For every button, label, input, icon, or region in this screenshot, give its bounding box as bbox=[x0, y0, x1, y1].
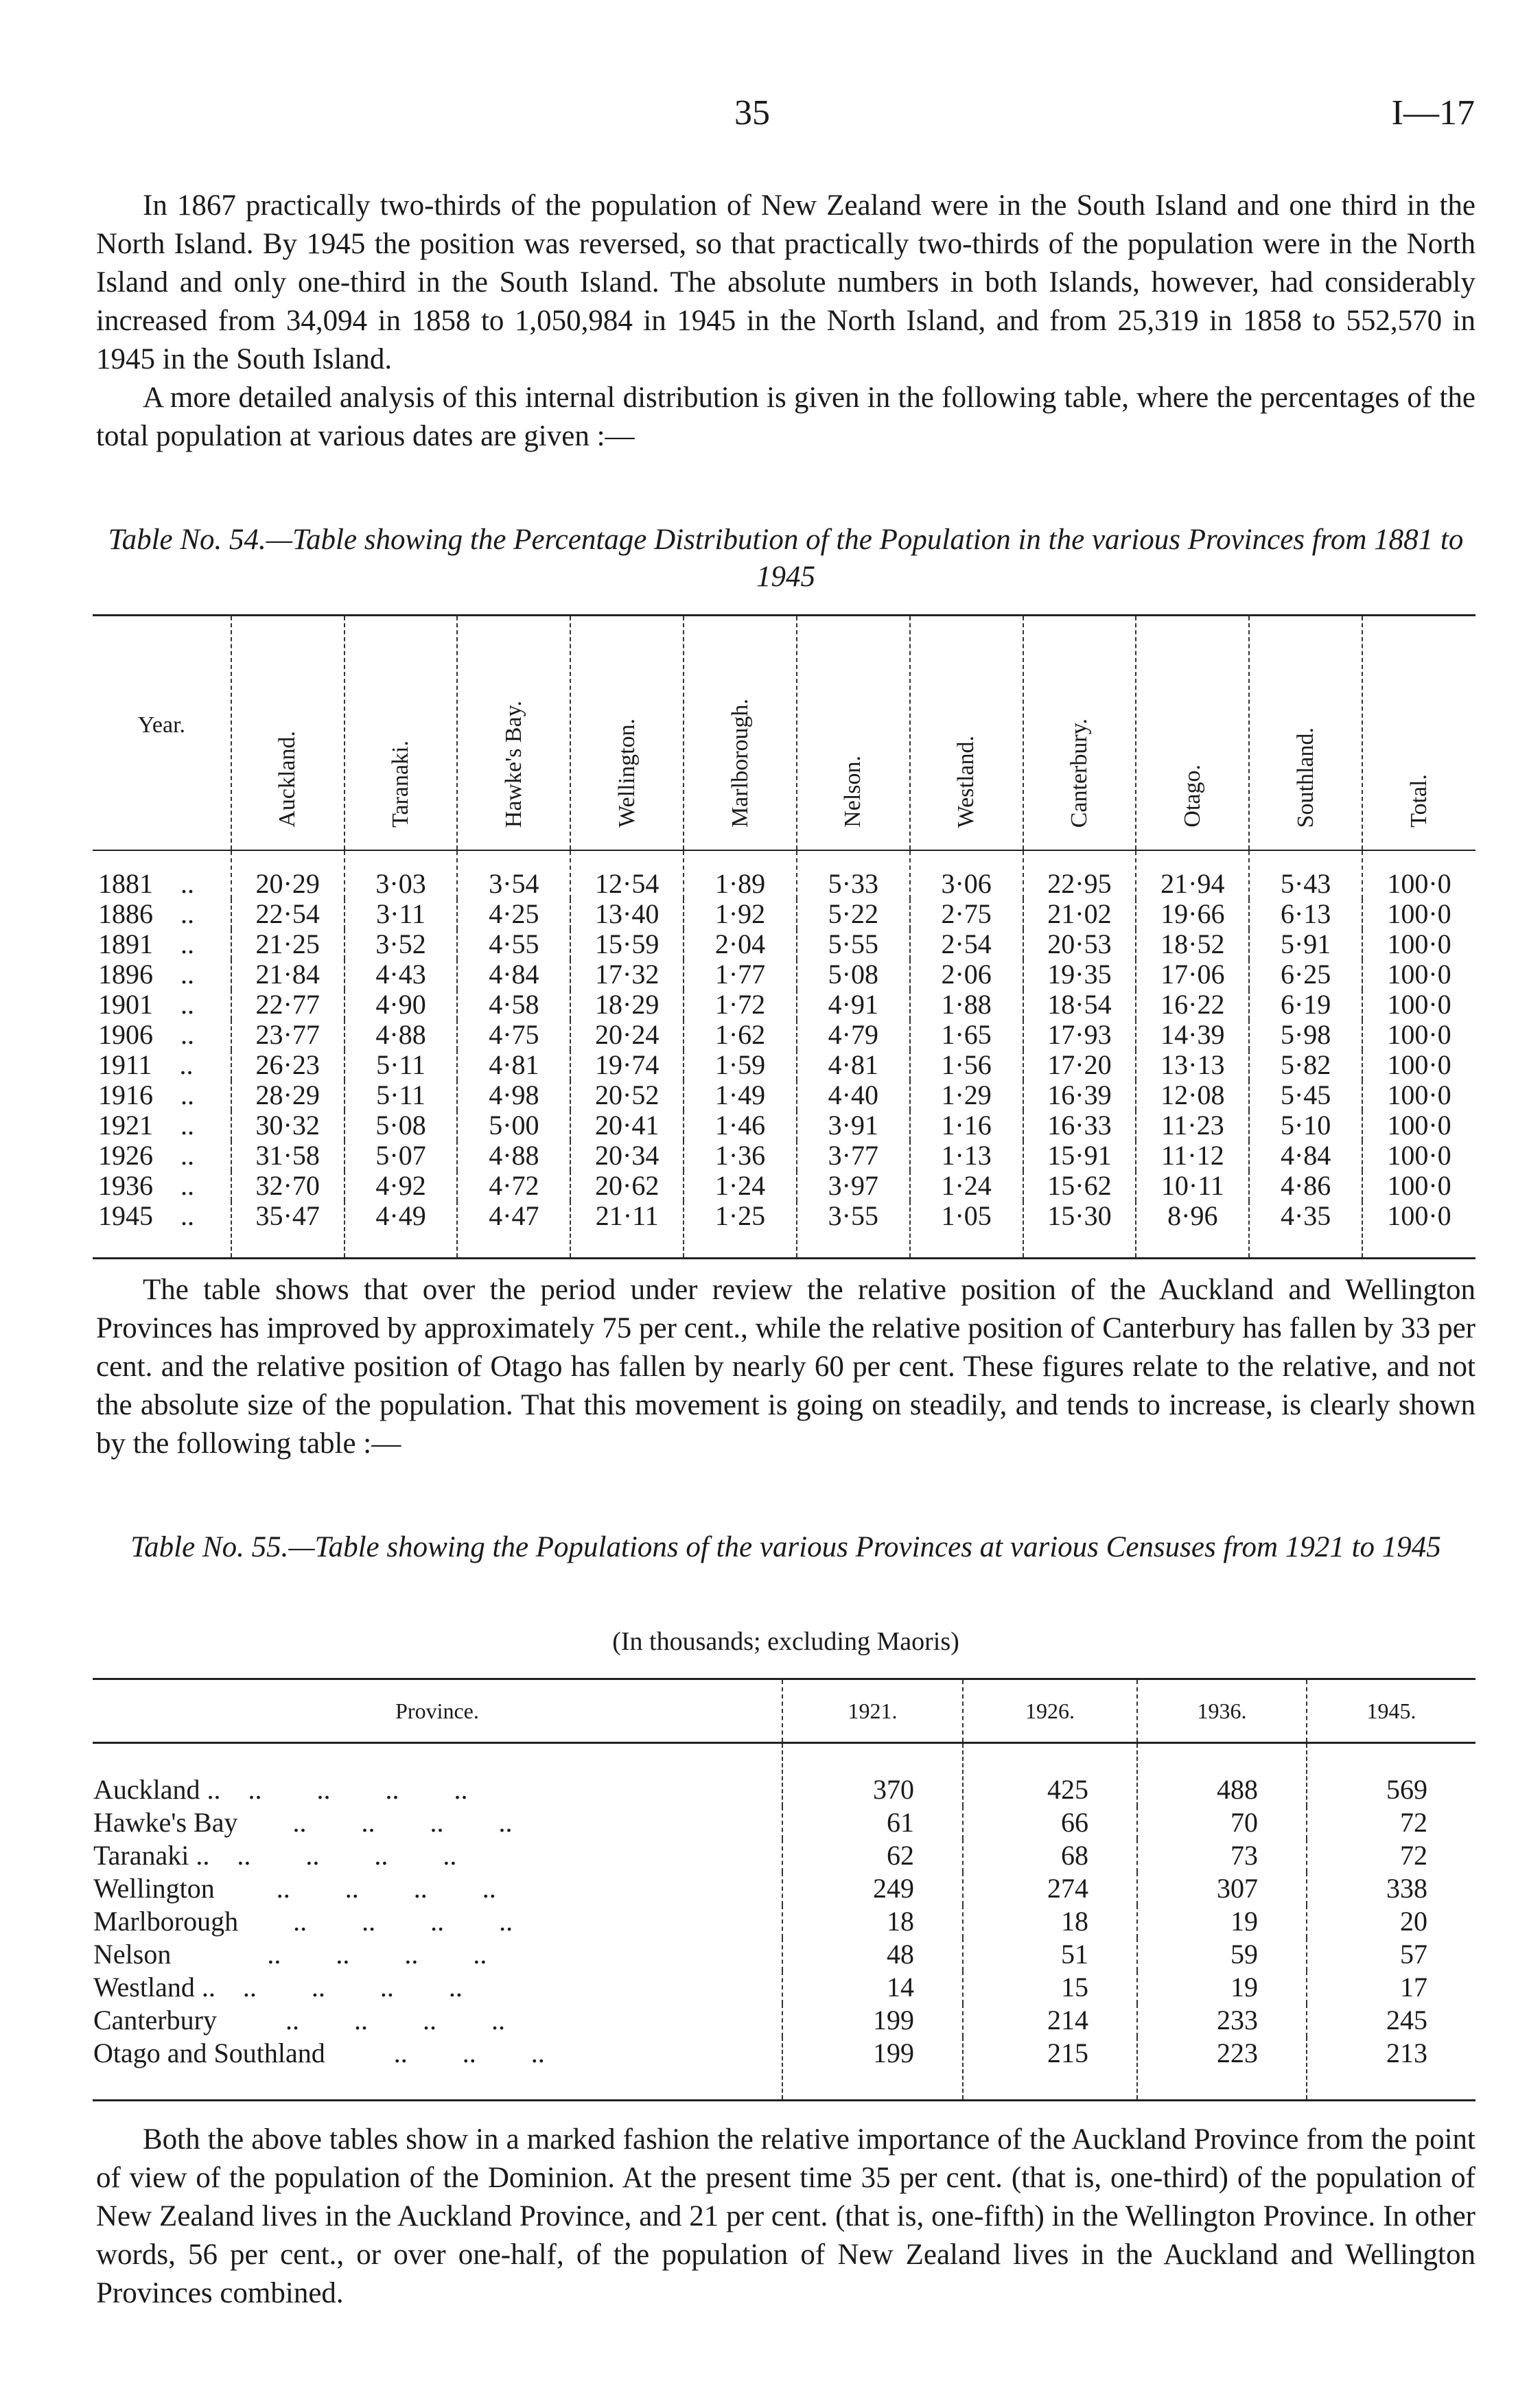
percentage-cell: 4·84 bbox=[1249, 1141, 1362, 1171]
percentage-cell: 2·54 bbox=[910, 929, 1023, 959]
percentage-cell: 20·29 bbox=[231, 850, 345, 899]
percentage-cell: 4·81 bbox=[457, 1050, 570, 1080]
percentage-cell: 17·20 bbox=[1023, 1050, 1136, 1080]
population-cell: 72 bbox=[1307, 1806, 1475, 1839]
column-header bbox=[345, 616, 458, 851]
percentage-cell: 6·25 bbox=[1249, 959, 1362, 990]
population-cell: 72 bbox=[1307, 1839, 1475, 1872]
percentage-cell: 100·0 bbox=[1362, 1020, 1475, 1050]
leader-dots: .. bbox=[180, 1019, 194, 1050]
column-header: 1936. bbox=[1137, 1679, 1307, 1743]
percentage-cell: 21·25 bbox=[231, 929, 345, 959]
year-cell bbox=[93, 1080, 231, 1110]
leader-dots: .. .. .. .. bbox=[171, 1939, 487, 1970]
column-header-label: Total. bbox=[1406, 774, 1432, 828]
column-header bbox=[231, 616, 345, 851]
percentage-cell: 17·06 bbox=[1136, 959, 1249, 990]
province-cell bbox=[93, 2037, 782, 2101]
table-55-subtitle: (In thousands; excluding Maoris) bbox=[612, 1627, 959, 1656]
percentage-cell: 15·30 bbox=[1023, 1201, 1136, 1259]
column-header-label: Southland. bbox=[1292, 727, 1318, 828]
percentage-cell: 11·23 bbox=[1136, 1110, 1249, 1141]
population-cell: 61 bbox=[782, 1806, 963, 1839]
percentage-cell: 1·56 bbox=[910, 1050, 1023, 1080]
percentage-cell: 3·11 bbox=[345, 899, 458, 929]
leader-dots: .. .. .. .. bbox=[238, 1906, 513, 1937]
percentage-cell: 4·55 bbox=[457, 929, 570, 959]
closing-paragraph: Both the above tables show in a marked fashion the relative importance of the Auckland Province from the point of view of the population of the Dominion. At the present time 35 per cent. (that is, one-third) of the population of New Zealand lives in the Auckland Province, and 21 per cent. (that is, one-fifth) in the Wellington Province. In other words, 56 per cent., or over one-half, of the population of New Zealand lives in the Auckland and Wellington Provinces combined. bbox=[96, 2123, 1475, 2309]
percentage-cell: 20·41 bbox=[570, 1110, 684, 1141]
percentage-cell: 5·45 bbox=[1249, 1080, 1362, 1110]
percentage-cell: 15·91 bbox=[1023, 1141, 1136, 1171]
percentage-cell: 26·23 bbox=[231, 1050, 345, 1080]
year-label: 1891 bbox=[98, 929, 153, 959]
percentage-cell: 100·0 bbox=[1362, 990, 1475, 1020]
percentage-cell: 8·96 bbox=[1136, 1201, 1249, 1259]
table-row bbox=[93, 1020, 1475, 1050]
table-row bbox=[93, 1110, 1475, 1141]
table-row bbox=[93, 2004, 1475, 2037]
column-header-label: Taranaki. bbox=[388, 740, 414, 828]
population-cell: 307 bbox=[1137, 1872, 1307, 1905]
percentage-cell: 4·43 bbox=[345, 959, 458, 990]
percentage-cell: 1·49 bbox=[684, 1080, 797, 1110]
table-row bbox=[93, 1743, 1475, 1807]
column-header bbox=[570, 616, 684, 851]
percentage-cell: 4·98 bbox=[457, 1080, 570, 1110]
leader-dots: .. .. .. .. bbox=[215, 1972, 463, 2003]
percentage-cell: 100·0 bbox=[1362, 1110, 1475, 1141]
province-name: Canterbury bbox=[93, 2005, 217, 2035]
percentage-cell: 28·29 bbox=[231, 1080, 345, 1110]
percentage-cell: 5·08 bbox=[345, 1110, 458, 1141]
year-cell bbox=[93, 899, 231, 929]
population-cell: 59 bbox=[1137, 1938, 1307, 1971]
population-cell: 66 bbox=[963, 1806, 1137, 1839]
column-header-label: Nelson. bbox=[840, 756, 866, 828]
table-row bbox=[93, 1971, 1475, 2004]
percentage-cell: 100·0 bbox=[1362, 1080, 1475, 1110]
percentage-cell: 4·81 bbox=[797, 1050, 910, 1080]
table-row bbox=[93, 2037, 1475, 2101]
population-cell: 338 bbox=[1307, 1872, 1475, 1905]
percentage-cell: 1·16 bbox=[910, 1110, 1023, 1141]
province-cell bbox=[93, 1938, 782, 1971]
percentage-cell: 18·29 bbox=[570, 990, 684, 1020]
percentage-cell: 12·54 bbox=[570, 850, 684, 899]
percentage-cell: 11·12 bbox=[1136, 1141, 1249, 1171]
population-cell: 14 bbox=[782, 1971, 963, 2004]
percentage-cell: 5·07 bbox=[345, 1141, 458, 1171]
percentage-cell: 20·52 bbox=[570, 1080, 684, 1110]
percentage-cell: 22·95 bbox=[1023, 850, 1136, 899]
page-number: 35 bbox=[734, 93, 770, 132]
population-cell: 18 bbox=[782, 1905, 963, 1938]
percentage-cell: 100·0 bbox=[1362, 1050, 1475, 1080]
percentage-cell: 18·54 bbox=[1023, 990, 1136, 1020]
table-row bbox=[93, 850, 1475, 899]
percentage-cell: 4·86 bbox=[1249, 1171, 1362, 1201]
intro-text bbox=[96, 187, 1475, 456]
percentage-cell: 12·08 bbox=[1136, 1080, 1249, 1110]
year-cell bbox=[93, 990, 231, 1020]
percentage-cell: 5·11 bbox=[345, 1080, 458, 1110]
percentage-cell: 21·94 bbox=[1136, 850, 1249, 899]
column-header-label: Marlborough. bbox=[727, 699, 753, 828]
table-55-header-row bbox=[93, 1679, 1475, 1743]
percentage-cell: 2·04 bbox=[684, 929, 797, 959]
percentage-cell: 1·59 bbox=[684, 1050, 797, 1080]
column-header: Year. bbox=[93, 616, 231, 851]
province-name: Westland .. bbox=[93, 1972, 215, 2003]
table-row bbox=[93, 990, 1475, 1020]
province-cell bbox=[93, 1806, 782, 1839]
percentage-cell: 2·06 bbox=[910, 959, 1023, 990]
percentage-cell: 3·54 bbox=[457, 850, 570, 899]
percentage-cell: 4·84 bbox=[457, 959, 570, 990]
province-name: Taranaki .. bbox=[93, 1840, 210, 1871]
percentage-cell: 17·93 bbox=[1023, 1020, 1136, 1050]
table-row bbox=[93, 1806, 1475, 1839]
column-header bbox=[1362, 616, 1475, 851]
percentage-cell: 3·55 bbox=[797, 1201, 910, 1259]
population-cell: 18 bbox=[963, 1905, 1137, 1938]
percentage-cell: 13·13 bbox=[1136, 1050, 1249, 1080]
province-name: Hawke's Bay bbox=[93, 1807, 238, 1838]
percentage-cell: 4·72 bbox=[457, 1171, 570, 1201]
leader-dots: .. .. .. .. bbox=[237, 1807, 513, 1838]
population-cell: 199 bbox=[782, 2037, 963, 2101]
percentage-cell: 1·25 bbox=[684, 1201, 797, 1259]
percentage-cell: 3·06 bbox=[910, 850, 1023, 899]
middle-text bbox=[96, 1271, 1475, 1463]
percentage-cell: 10·11 bbox=[1136, 1171, 1249, 1201]
table-row bbox=[93, 899, 1475, 929]
year-cell bbox=[93, 959, 231, 990]
percentage-cell: 19·74 bbox=[570, 1050, 684, 1080]
percentage-cell: 100·0 bbox=[1362, 959, 1475, 990]
percentage-cell: 21·02 bbox=[1023, 899, 1136, 929]
leader-dots: .. .. .. .. bbox=[220, 1774, 468, 1805]
leader-dots: .. bbox=[179, 1049, 194, 1080]
percentage-cell: 30·32 bbox=[231, 1110, 345, 1141]
column-header bbox=[1136, 616, 1249, 851]
percentage-cell: 6·13 bbox=[1249, 899, 1362, 929]
population-cell: 214 bbox=[963, 2004, 1137, 2037]
percentage-cell: 6·19 bbox=[1249, 990, 1362, 1020]
percentage-cell: 100·0 bbox=[1362, 899, 1475, 929]
percentage-cell: 4·75 bbox=[457, 1020, 570, 1050]
percentage-cell: 5·00 bbox=[457, 1110, 570, 1141]
percentage-cell: 1·88 bbox=[910, 990, 1023, 1020]
percentage-cell: 4·58 bbox=[457, 990, 570, 1020]
leader-dots: .. bbox=[180, 1200, 194, 1231]
percentage-cell: 4·35 bbox=[1249, 1201, 1362, 1259]
column-header bbox=[910, 616, 1023, 851]
population-cell: 48 bbox=[782, 1938, 963, 1971]
column-header: 1945. bbox=[1307, 1679, 1475, 1743]
population-cell: 249 bbox=[782, 1872, 963, 1905]
closing-text bbox=[96, 2121, 1475, 2313]
percentage-cell: 32·70 bbox=[231, 1171, 345, 1201]
province-name: Auckland .. bbox=[93, 1774, 221, 1805]
percentage-cell: 5·82 bbox=[1249, 1050, 1362, 1080]
percentage-cell: 3·52 bbox=[345, 929, 458, 959]
percentage-cell: 4·79 bbox=[797, 1020, 910, 1050]
percentage-cell: 22·77 bbox=[231, 990, 345, 1020]
year-label: 1896 bbox=[98, 959, 153, 990]
percentage-cell: 31·58 bbox=[231, 1141, 345, 1171]
percentage-cell: 5·98 bbox=[1249, 1020, 1362, 1050]
percentage-cell: 100·0 bbox=[1362, 1141, 1475, 1171]
middle-paragraph: The table shows that over the period under review the relative position of the Auckland and Wellington Provinces has improved by approximately 75 per cent., while the relative position of Canterbury has fallen by 33 per cent. and the relative position of Otago has fallen by nearly 60 per cent. These figures relate to the relative, and not the absolute size of the population. That this movement is going on steadily, and tends to increase, is clearly shown by the following table :— bbox=[96, 1274, 1475, 1460]
table-row bbox=[93, 1938, 1475, 1971]
column-header-label: Auckland. bbox=[275, 731, 301, 828]
percentage-cell: 100·0 bbox=[1362, 850, 1475, 899]
population-cell: 569 bbox=[1307, 1743, 1475, 1807]
population-cell: 20 bbox=[1307, 1905, 1475, 1938]
percentage-cell: 1·77 bbox=[684, 959, 797, 990]
document-reference: I—17 bbox=[1391, 93, 1475, 132]
percentage-cell: 13·40 bbox=[570, 899, 684, 929]
leader-dots: .. bbox=[180, 898, 194, 929]
population-cell: 15 bbox=[963, 1971, 1137, 2004]
percentage-cell: 17·32 bbox=[570, 959, 684, 990]
percentage-cell: 20·34 bbox=[570, 1141, 684, 1171]
province-cell bbox=[93, 1839, 782, 1872]
province-cell bbox=[93, 1743, 782, 1807]
percentage-cell: 15·59 bbox=[570, 929, 684, 959]
column-header-label: Hawke's Bay. bbox=[500, 700, 526, 828]
percentage-cell: 16·22 bbox=[1136, 990, 1249, 1020]
province-cell bbox=[93, 1971, 782, 2004]
percentage-cell: 21·84 bbox=[231, 959, 345, 990]
leader-dots: .. .. .. .. bbox=[209, 1840, 457, 1871]
table-54-percentage-distribution bbox=[93, 614, 1475, 1259]
percentage-cell: 3·77 bbox=[797, 1141, 910, 1171]
population-cell: 51 bbox=[963, 1938, 1137, 1971]
population-cell: 19 bbox=[1137, 1971, 1307, 2004]
percentage-cell: 1·24 bbox=[684, 1171, 797, 1201]
leader-dots: .. bbox=[180, 868, 194, 899]
population-cell: 425 bbox=[963, 1743, 1137, 1807]
table-row bbox=[93, 1171, 1475, 1201]
percentage-cell: 19·35 bbox=[1023, 959, 1136, 990]
population-cell: 19 bbox=[1137, 1905, 1307, 1938]
table-row bbox=[93, 1141, 1475, 1171]
table-row bbox=[93, 929, 1475, 959]
province-name: Nelson bbox=[93, 1939, 172, 1970]
table-row bbox=[93, 1872, 1475, 1905]
column-header-label: Wellington. bbox=[614, 719, 640, 828]
table-row bbox=[93, 1905, 1475, 1938]
population-cell: 73 bbox=[1137, 1839, 1307, 1872]
percentage-cell: 1·29 bbox=[910, 1080, 1023, 1110]
table-row bbox=[93, 959, 1475, 990]
percentage-cell: 5·91 bbox=[1249, 929, 1362, 959]
percentage-cell: 5·22 bbox=[797, 899, 910, 929]
percentage-cell: 1·92 bbox=[684, 899, 797, 929]
leader-dots: .. .. .. .. bbox=[214, 1873, 496, 1904]
percentage-cell: 1·05 bbox=[910, 1201, 1023, 1259]
leader-dots: .. bbox=[180, 959, 194, 990]
percentage-cell: 4·88 bbox=[457, 1141, 570, 1171]
percentage-cell: 4·47 bbox=[457, 1201, 570, 1259]
population-cell: 57 bbox=[1307, 1938, 1475, 1971]
percentage-cell: 4·88 bbox=[345, 1020, 458, 1050]
year-label: 1936 bbox=[98, 1170, 153, 1201]
year-label: 1881 bbox=[98, 868, 153, 899]
year-cell bbox=[93, 1020, 231, 1050]
leader-dots: .. bbox=[180, 989, 194, 1020]
percentage-cell: 15·62 bbox=[1023, 1171, 1136, 1201]
year-label: 1916 bbox=[98, 1080, 153, 1110]
percentage-cell: 14·39 bbox=[1136, 1020, 1249, 1050]
percentage-cell: 5·11 bbox=[345, 1050, 458, 1080]
year-label: 1901 bbox=[98, 989, 153, 1020]
percentage-cell: 1·24 bbox=[910, 1171, 1023, 1201]
percentage-cell: 5·43 bbox=[1249, 850, 1362, 899]
population-cell: 215 bbox=[963, 2037, 1137, 2101]
percentage-cell: 1·13 bbox=[910, 1141, 1023, 1171]
year-label: 1921 bbox=[98, 1110, 153, 1141]
table-55-province-populations bbox=[93, 1678, 1475, 2101]
population-cell: 213 bbox=[1307, 2037, 1475, 2101]
percentage-cell: 3·03 bbox=[345, 850, 458, 899]
year-cell bbox=[93, 1141, 231, 1171]
column-header: 1921. bbox=[782, 1679, 963, 1743]
column-header-label: Otago. bbox=[1179, 765, 1205, 828]
province-name: Wellington bbox=[93, 1873, 215, 1904]
percentage-cell: 5·55 bbox=[797, 929, 910, 959]
population-cell: 199 bbox=[782, 2004, 963, 2037]
percentage-cell: 4·25 bbox=[457, 899, 570, 929]
column-header bbox=[1023, 616, 1136, 851]
percentage-cell: 16·33 bbox=[1023, 1110, 1136, 1141]
column-header: 1926. bbox=[963, 1679, 1137, 1743]
percentage-cell: 1·65 bbox=[910, 1020, 1023, 1050]
population-cell: 370 bbox=[782, 1743, 963, 1807]
percentage-cell: 18·52 bbox=[1136, 929, 1249, 959]
column-header bbox=[457, 616, 570, 851]
province-name: Marlborough bbox=[93, 1906, 239, 1937]
column-header bbox=[797, 616, 910, 851]
population-cell: 488 bbox=[1137, 1743, 1307, 1807]
population-cell: 245 bbox=[1307, 2004, 1475, 2037]
leader-dots: .. bbox=[180, 1110, 194, 1141]
year-cell bbox=[93, 850, 231, 899]
percentage-cell: 1·46 bbox=[684, 1110, 797, 1141]
percentage-cell: 4·92 bbox=[345, 1171, 458, 1201]
year-cell bbox=[93, 1171, 231, 1201]
province-cell bbox=[93, 1872, 782, 1905]
population-cell: 62 bbox=[782, 1839, 963, 1872]
table-row bbox=[93, 1839, 1475, 1872]
population-cell: 70 bbox=[1137, 1806, 1307, 1839]
column-header-label: Canterbury. bbox=[1066, 718, 1092, 828]
percentage-cell: 22·54 bbox=[231, 899, 345, 929]
year-label: 1926 bbox=[98, 1140, 153, 1171]
year-label: 1886 bbox=[98, 898, 153, 929]
percentage-cell: 5·33 bbox=[797, 850, 910, 899]
percentage-cell: 3·97 bbox=[797, 1171, 910, 1201]
column-header bbox=[684, 616, 797, 851]
intro-paragraph-1: In 1867 practically two-thirds of the population of New Zealand were in the South Island and one third in the North Island. By 1945 the position was reversed, so that practically two-thirds of the population were in the North Island and only one-third in the South Island. The absolute numbers in both Islands, however, had considerably increased from 34,094 in 1858 to 1,050,984 in 1945 in the North Island, and from 25,319 in 1858 to 552,570 in 1945 in the South Island. bbox=[96, 189, 1475, 375]
percentage-cell: 19·66 bbox=[1136, 899, 1249, 929]
percentage-cell: 1·36 bbox=[684, 1141, 797, 1171]
leader-dots: .. bbox=[180, 1140, 194, 1171]
leader-dots: .. bbox=[180, 1170, 194, 1201]
population-cell: 274 bbox=[963, 1872, 1137, 1905]
table-row bbox=[93, 1050, 1475, 1080]
leader-dots: .. .. .. bbox=[325, 2038, 545, 2068]
year-cell bbox=[93, 1050, 231, 1080]
year-label: 1945 bbox=[98, 1200, 153, 1231]
percentage-cell: 20·24 bbox=[570, 1020, 684, 1050]
table-row bbox=[93, 1201, 1475, 1259]
percentage-cell: 21·11 bbox=[570, 1201, 684, 1259]
percentage-cell: 35·47 bbox=[231, 1201, 345, 1259]
year-cell bbox=[93, 1110, 231, 1141]
column-header: Province. bbox=[93, 1679, 782, 1743]
percentage-cell: 4·90 bbox=[345, 990, 458, 1020]
percentage-cell: 4·91 bbox=[797, 990, 910, 1020]
percentage-cell: 20·62 bbox=[570, 1171, 684, 1201]
percentage-cell: 1·72 bbox=[684, 990, 797, 1020]
leader-dots: .. bbox=[180, 929, 194, 959]
percentage-cell: 20·53 bbox=[1023, 929, 1136, 959]
table-54-header-row bbox=[93, 616, 1475, 851]
year-label: 1911 bbox=[98, 1049, 152, 1080]
leader-dots: .. .. .. .. bbox=[216, 2005, 505, 2035]
percentage-cell: 1·62 bbox=[684, 1020, 797, 1050]
column-header-label: Westland. bbox=[953, 735, 979, 828]
leader-dots: .. bbox=[180, 1080, 194, 1110]
year-cell bbox=[93, 929, 231, 959]
percentage-cell: 5·08 bbox=[797, 959, 910, 990]
table-55-caption: Table No. 55.—Table showing the Populations of the various Provinces at various Censuses from 1921 to 1945 bbox=[130, 1531, 1441, 1563]
table-row bbox=[93, 1080, 1475, 1110]
percentage-cell: 100·0 bbox=[1362, 929, 1475, 959]
percentage-cell: 23·77 bbox=[231, 1020, 345, 1050]
column-header bbox=[1249, 616, 1362, 851]
percentage-cell: 3·91 bbox=[797, 1110, 910, 1141]
year-cell bbox=[93, 1201, 231, 1259]
percentage-cell: 5·10 bbox=[1249, 1110, 1362, 1141]
percentage-cell: 2·75 bbox=[910, 899, 1023, 929]
table-54-caption: Table No. 54.—Table showing the Percentage Distribution of the Population in the various Provinces from 1881 to 1945 bbox=[108, 524, 1464, 593]
intro-paragraph-2: A more detailed analysis of this internal distribution is given in the following table, where the percentages of the total population at various dates are given :— bbox=[96, 382, 1475, 452]
percentage-cell: 1·89 bbox=[684, 850, 797, 899]
population-cell: 223 bbox=[1137, 2037, 1307, 2101]
population-cell: 233 bbox=[1137, 2004, 1307, 2037]
percentage-cell: 16·39 bbox=[1023, 1080, 1136, 1110]
percentage-cell: 100·0 bbox=[1362, 1171, 1475, 1201]
percentage-cell: 4·49 bbox=[345, 1201, 458, 1259]
percentage-cell: 100·0 bbox=[1362, 1201, 1475, 1259]
year-label: 1906 bbox=[98, 1019, 153, 1050]
province-name: Otago and Southland bbox=[93, 2038, 325, 2068]
province-cell bbox=[93, 2004, 782, 2037]
population-cell: 17 bbox=[1307, 1971, 1475, 2004]
province-cell bbox=[93, 1905, 782, 1938]
percentage-cell: 4·40 bbox=[797, 1080, 910, 1110]
population-cell: 68 bbox=[963, 1839, 1137, 1872]
